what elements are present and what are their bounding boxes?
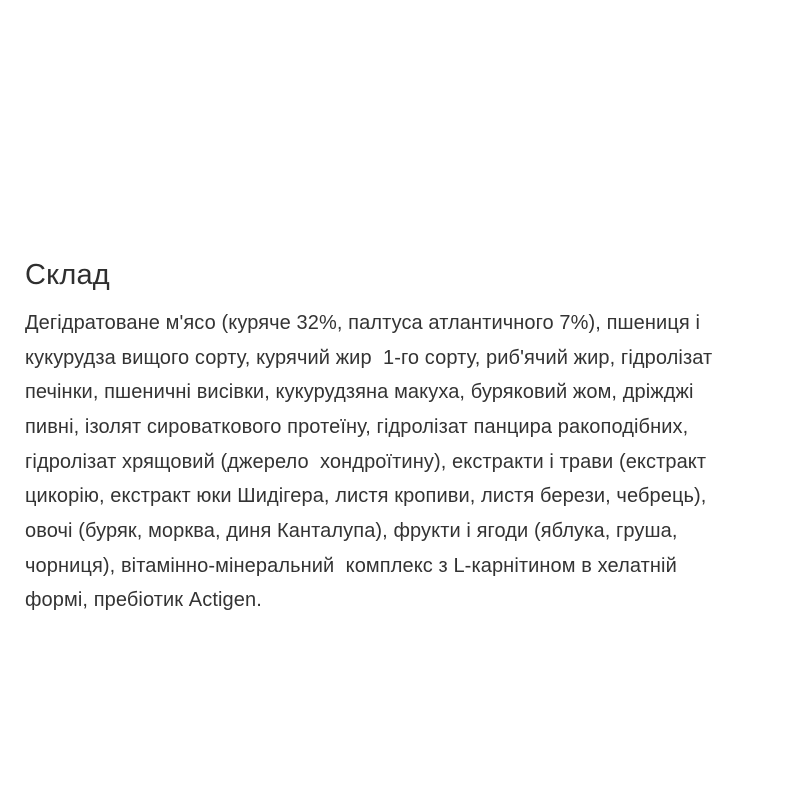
ingredients-line: гідролізат хрящовий (джерело хондроїтину), екстракти і трави (екстракт xyxy=(25,450,707,473)
ingredients-line: цикорію, екстракт юки Шидігера, листя кропиви, листя берези, чебрець), xyxy=(25,485,707,508)
section-title-sklad: Склад xyxy=(25,259,110,291)
ingredients-line: пивні, ізолят сироваткового протеїну, гідролізат панцира ракоподібних, xyxy=(25,415,689,438)
ingredients-line: овочі (буряк, морква, диня Канталупа), фрукти і ягоди (яблука, груша, xyxy=(25,520,678,543)
ingredients-line: печінки, пшеничні висівки, кукурудзяна макуха, буряковий жом, дріжджі xyxy=(25,381,694,404)
ingredients-line: чорниця), вітамінно-мінеральний комплекс з L-карнітином в хелатній xyxy=(25,554,677,577)
ingredients-line: кукурудза вищого сорту, курячий жир 1-го сорту, риб'ячий жир, гідролізат xyxy=(25,346,713,369)
ingredients-line: формі, пребіотик Actigen. xyxy=(25,589,262,612)
ingredients-paragraph xyxy=(25,306,775,618)
ingredients-line: Дегідратоване м'ясо (куряче 32%, палтуса атлантичного 7%), пшениця і xyxy=(25,311,701,334)
